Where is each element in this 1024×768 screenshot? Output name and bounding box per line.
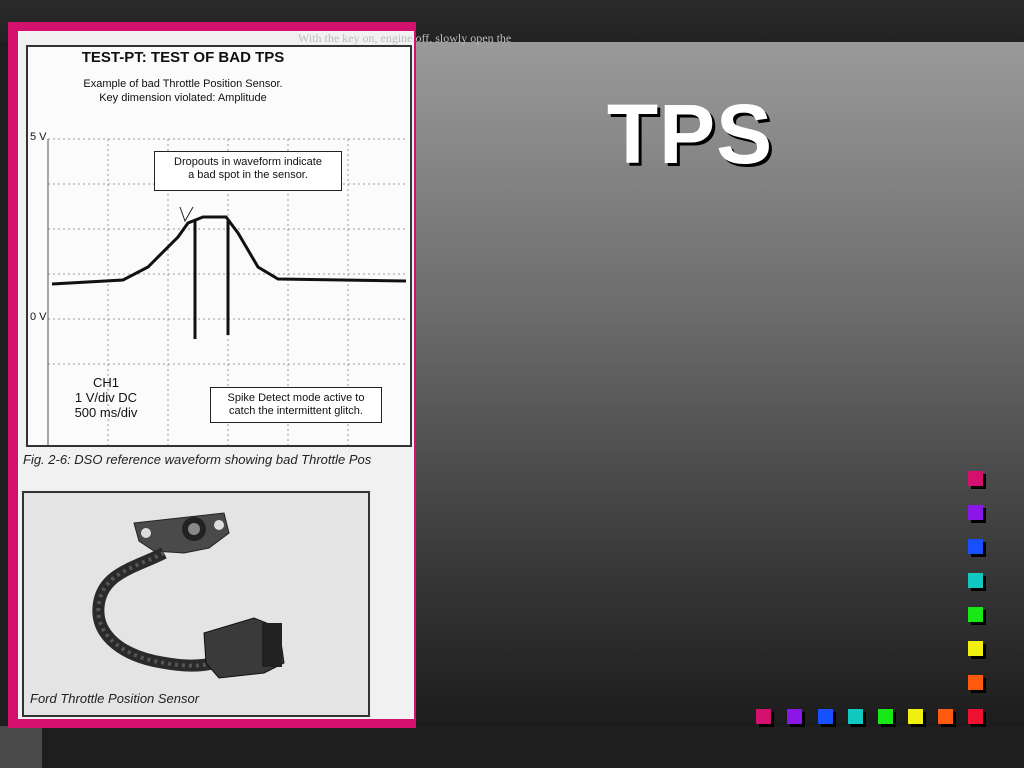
- corner-block: [0, 726, 42, 768]
- volt-label-top: 5 V: [30, 131, 47, 143]
- decorative-square-icon: [938, 709, 953, 724]
- callout-line: catch the intermittent glitch.: [229, 405, 363, 417]
- spike-detect-callout: [210, 387, 382, 423]
- image-frame: [8, 22, 512, 728]
- callout-line: Spike Detect mode active to: [227, 392, 365, 404]
- decorative-square-icon: [968, 607, 983, 622]
- time-per-div: 500 ms/div: [74, 405, 138, 420]
- callout-line: Dropouts in waveform indicate: [174, 156, 322, 168]
- dso-caption: [28, 77, 338, 105]
- volts-per-div: 1 V/div DC: [74, 390, 138, 405]
- decorative-square-icon: [756, 709, 771, 724]
- sensor-photo: [22, 491, 370, 717]
- dropouts-callout: [154, 151, 342, 191]
- volt-label-bottom: 0 V: [30, 311, 47, 323]
- decorative-square-icon: [968, 573, 983, 588]
- decorative-square-icon: [968, 675, 983, 690]
- decorative-square-icon: [818, 709, 833, 724]
- decorative-square-icon: [968, 709, 983, 724]
- decorative-square-icon: [968, 471, 983, 486]
- dso-caption-line: Example of bad Throttle Position Sensor.: [83, 78, 283, 90]
- dso-waveform-figure: [26, 45, 412, 447]
- bleed-text-line: With the key on, engine off, slowly open the: [298, 31, 512, 45]
- channel-settings: [56, 375, 156, 420]
- throttle-position-sensor-illustration: [24, 493, 368, 715]
- sensor-caption: Ford Throttle Position Sensor: [30, 691, 200, 706]
- scanned-page-image: [18, 31, 512, 719]
- slide-title: TPS: [606, 87, 774, 181]
- dso-caption-line: Key dimension violated: Amplitude: [99, 92, 267, 104]
- dso-title: TEST-PT: TEST OF BAD TPS: [81, 49, 285, 66]
- figure-caption: Fig. 2-6: DSO reference waveform showing bad Throttle Pos: [23, 452, 372, 467]
- decorative-square-icon: [968, 505, 983, 520]
- decorative-square-icon: [968, 539, 983, 554]
- decorative-square-icon: [908, 709, 923, 724]
- decorative-square-icon: [787, 709, 802, 724]
- callout-line: a bad spot in the sensor.: [188, 169, 308, 181]
- decorative-square-icon: [848, 709, 863, 724]
- decorative-square-icon: [878, 709, 893, 724]
- decorative-square-icon: [968, 641, 983, 656]
- channel-label: CH1: [92, 375, 119, 390]
